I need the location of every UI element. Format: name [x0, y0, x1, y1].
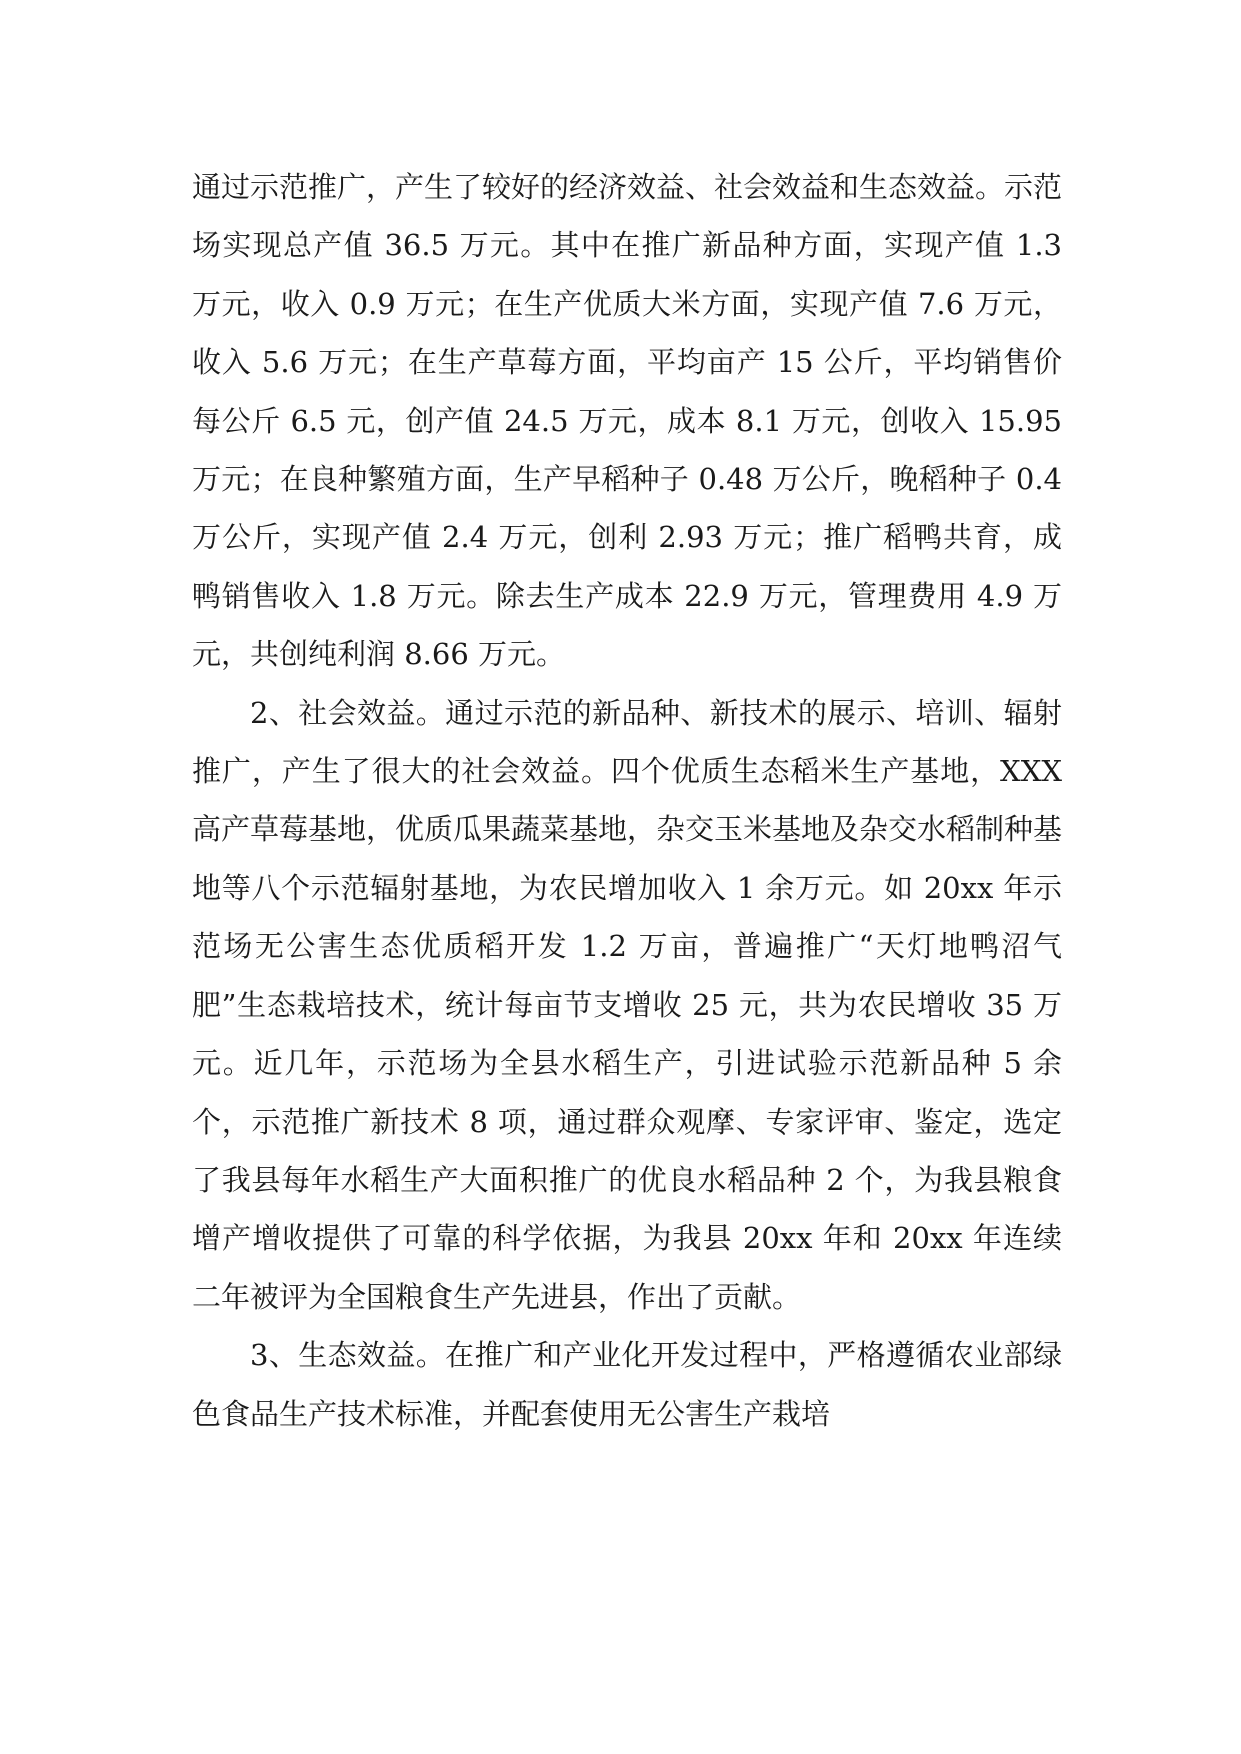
paragraph-ecological-benefit: 3、生态效益。在推广和产业化开发过程中，严格遵循农业部绿色食品生产技术标准，并配套使用无公害生产栽培: [192, 1338, 1062, 1431]
paragraph-social-benefit: 2、社会效益。通过示范的新品种、新技术的展示、培训、辐射推广，产生了很大的社会效益。四个优质生态稻米生产基地，XXX 高产草莓基地，优质瓜果蔬菜基地，杂交玉米基地及杂交水稻制种基地等八个示范辐射基地，为农民增加收入 1 余万元。如 20xx 年示范场无公害生态优质稻开发 1.2 万亩，普遍推广“天灯地鸭沼气肥”生态栽培技术，统计每亩节支增收 25 元，共为农民增收 35 万元。近几年，示范场为全县水稻生产，引进试验示范新品种 5 余个，示范推广新技术 8 项，通过群众观摩、专家评审、鉴定，选定了我县每年水稻生产大面积推广的优良水稻品种 2 个，为我县粮食增产增收提供了可靠的科学依据，为我县 20xx 年和 20xx 年连续二年被评为全国粮食生产先进县，作出了贡献。: [192, 695, 1063, 1314]
document-body: [192, 158, 1062, 1443]
paragraph-economic-benefit-continued: 通过示范推广，产生了较好的经济效益、社会效益和生态效益。示范场实现总产值 36.5 万元。其中在推广新品种方面，实现产值 1.3 万元，收入 0.9 万元；在生产优质大米方面，实现产值 7.6 万元，收入 5.6 万元；在生产草莓方面，平均亩产 15 公斤，平均销售价每公斤 6.5 元，创产值 24.5 万元，成本 8.1 万元，创收入 15.95 万元；在良种繁殖方面，生产早稻种子 0.48 万公斤，晚稻种子 0.4 万公斤，实现产值 2.4 万元，创利 2.93 万元；推广稻鸭共育，成鸭销售收入 1.8 万元。除去生产成本 22.9 万元，管理费用 4.9 万元，共创纯利润 8.66 万元。: [192, 170, 1063, 672]
